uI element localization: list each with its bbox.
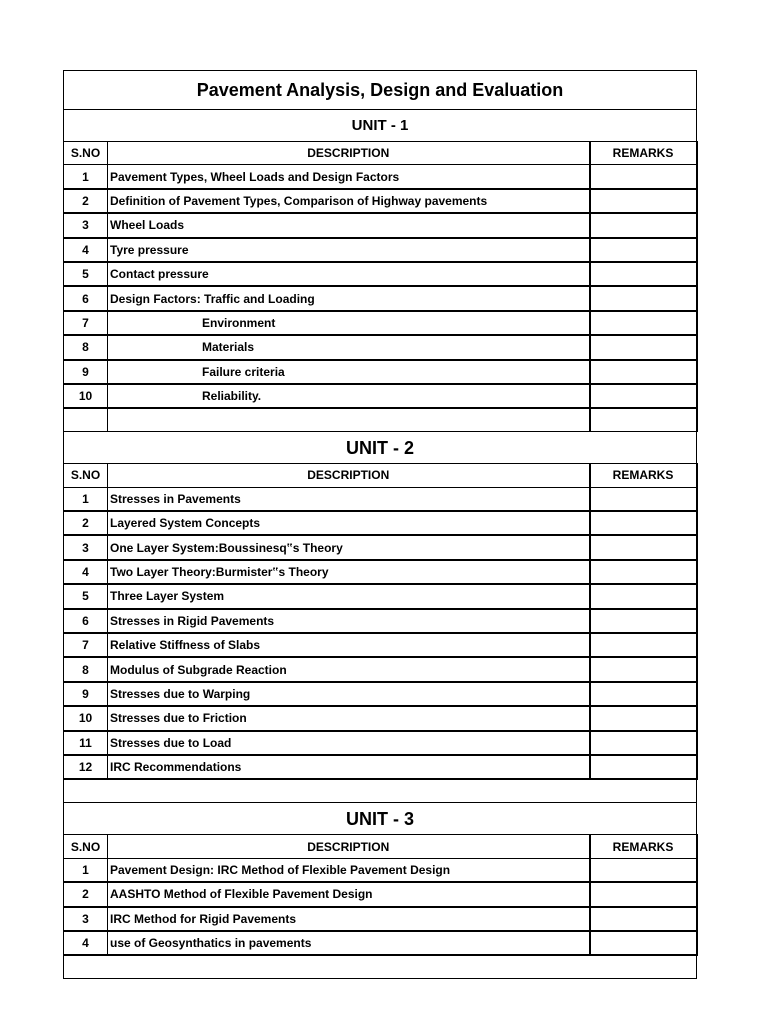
description-cell xyxy=(108,858,590,882)
sno-cell: 2 xyxy=(64,511,108,535)
remarks-cell[interactable] xyxy=(590,213,697,237)
column-header-row xyxy=(64,835,697,858)
description-header: DESCRIPTION xyxy=(108,142,590,165)
remarks-cell[interactable] xyxy=(590,262,697,286)
blank-row xyxy=(64,955,697,979)
description-header: DESCRIPTION xyxy=(108,835,590,858)
syllabus-table xyxy=(63,70,698,979)
unit-title: UNIT - 1 xyxy=(64,110,697,142)
table-row xyxy=(64,384,697,408)
blank-cell xyxy=(64,779,697,803)
description-header: DESCRIPTION xyxy=(108,464,590,487)
table-row xyxy=(64,706,697,730)
table-row xyxy=(64,238,697,262)
description-text: Environment xyxy=(202,315,276,330)
sno-cell: 10 xyxy=(64,706,108,730)
sno-cell: 1 xyxy=(64,165,108,189)
unit-title: UNIT - 2 xyxy=(64,432,697,464)
table-row xyxy=(64,189,697,213)
description-cell xyxy=(108,755,590,779)
remarks-cell[interactable] xyxy=(590,560,697,584)
sno-cell: 2 xyxy=(64,882,108,906)
description-cell xyxy=(108,238,590,262)
remarks-cell[interactable] xyxy=(590,609,697,633)
remarks-cell[interactable] xyxy=(590,882,697,906)
remarks-cell[interactable] xyxy=(590,755,697,779)
table-row xyxy=(64,907,697,931)
description-cell xyxy=(108,535,590,559)
unit-title-row xyxy=(64,803,697,835)
table-row xyxy=(64,560,697,584)
sno-cell: 12 xyxy=(64,755,108,779)
sno-cell: 5 xyxy=(64,584,108,608)
table-row xyxy=(64,882,697,906)
sno-cell: 11 xyxy=(64,731,108,755)
table-row xyxy=(64,286,697,310)
description-cell xyxy=(108,706,590,730)
sno-cell: 8 xyxy=(64,335,108,359)
table-row xyxy=(64,487,697,511)
remarks-cell[interactable] xyxy=(590,706,697,730)
sno-cell: 4 xyxy=(64,931,108,955)
sno-header: S.NO xyxy=(64,464,108,487)
sno-cell: 9 xyxy=(64,360,108,384)
sno-cell: 7 xyxy=(64,311,108,335)
description-cell xyxy=(108,657,590,681)
remarks-cell[interactable] xyxy=(590,584,697,608)
unit-title-row xyxy=(64,432,697,464)
remarks-cell[interactable] xyxy=(590,360,697,384)
table-row xyxy=(64,262,697,286)
description-cell xyxy=(108,584,590,608)
table-row xyxy=(64,657,697,681)
description-cell xyxy=(108,213,590,237)
description-cell xyxy=(108,560,590,584)
description-text: Pavement Design: IRC Method of Flexible Pavement Design xyxy=(110,862,451,877)
description-cell xyxy=(108,189,590,213)
blank-cell xyxy=(64,955,697,979)
description-cell xyxy=(108,731,590,755)
table-row xyxy=(64,360,697,384)
table-row xyxy=(64,609,697,633)
blank-remarks-cell xyxy=(590,408,697,432)
description-cell xyxy=(108,609,590,633)
description-text: One Layer System:Boussinesq‟s Theory xyxy=(110,540,343,555)
remarks-cell[interactable] xyxy=(590,311,697,335)
sno-cell: 3 xyxy=(64,907,108,931)
remarks-header: REMARKS xyxy=(590,464,697,487)
remarks-cell[interactable] xyxy=(590,931,697,955)
description-cell xyxy=(108,931,590,955)
description-cell xyxy=(108,262,590,286)
sno-cell: 10 xyxy=(64,384,108,408)
sno-cell: 6 xyxy=(64,609,108,633)
remarks-cell[interactable] xyxy=(590,286,697,310)
description-text: Stresses in Rigid Pavements xyxy=(110,613,275,628)
remarks-cell[interactable] xyxy=(590,384,697,408)
table-row xyxy=(64,931,697,955)
pavement-syllabus-sheet xyxy=(63,70,696,979)
description-text: Modulus of Subgrade Reaction xyxy=(110,662,287,677)
sno-cell: 7 xyxy=(64,633,108,657)
table-row xyxy=(64,165,697,189)
description-text: Stresses due to Friction xyxy=(110,711,247,726)
description-text: Relative Stiffness of Slabs xyxy=(110,638,261,653)
remarks-cell[interactable] xyxy=(590,858,697,882)
description-text: Design Factors: Traffic and Loading xyxy=(110,291,315,306)
unit-title: UNIT - 3 xyxy=(64,803,697,835)
sno-cell: 2 xyxy=(64,189,108,213)
remarks-cell[interactable] xyxy=(590,535,697,559)
description-text: Failure criteria xyxy=(202,364,285,379)
remarks-cell[interactable] xyxy=(590,682,697,706)
description-cell xyxy=(108,907,590,931)
description-text: AASHTO Method of Flexible Pavement Design xyxy=(110,887,373,902)
description-text: Layered System Concepts xyxy=(110,516,261,531)
description-text: IRC Recommendations xyxy=(110,760,242,775)
remarks-cell[interactable] xyxy=(590,487,697,511)
description-text: IRC Method for Rigid Pavements xyxy=(110,911,297,926)
sno-cell: 4 xyxy=(64,238,108,262)
sno-header: S.NO xyxy=(64,142,108,165)
blank-row xyxy=(64,408,697,432)
sno-cell: 1 xyxy=(64,487,108,511)
table-row xyxy=(64,311,697,335)
table-row xyxy=(64,858,697,882)
table-row xyxy=(64,755,697,779)
description-text: Stresses due to Load xyxy=(110,735,232,750)
description-text: Two Layer Theory:Burmister‟s Theory xyxy=(110,565,329,580)
table-row xyxy=(64,584,697,608)
description-text: use of Geosynthatics in pavements xyxy=(110,936,312,951)
sno-cell: 4 xyxy=(64,560,108,584)
description-text: Tyre pressure xyxy=(110,242,189,257)
remarks-cell[interactable] xyxy=(590,189,697,213)
description-text: Pavement Types, Wheel Loads and Design Factors xyxy=(110,169,400,184)
blank-sno-cell xyxy=(64,408,108,432)
description-text: Materials xyxy=(202,340,255,355)
column-header-row xyxy=(64,142,697,165)
sno-cell: 5 xyxy=(64,262,108,286)
remarks-header: REMARKS xyxy=(590,142,697,165)
description-cell xyxy=(108,682,590,706)
sno-cell: 9 xyxy=(64,682,108,706)
sno-header: S.NO xyxy=(64,835,108,858)
description-text: Definition of Pavement Types, Comparison of Highway pavements xyxy=(110,193,488,208)
table-row xyxy=(64,335,697,359)
table-row xyxy=(64,633,697,657)
description-cell xyxy=(108,286,590,310)
document-title-row xyxy=(64,71,697,110)
remarks-cell[interactable] xyxy=(590,657,697,681)
remarks-cell[interactable] xyxy=(590,511,697,535)
document-title: Pavement Analysis, Design and Evaluation xyxy=(64,71,697,110)
sno-cell: 3 xyxy=(64,213,108,237)
remarks-cell[interactable] xyxy=(590,633,697,657)
table-row xyxy=(64,213,697,237)
table-row xyxy=(64,731,697,755)
remarks-header: REMARKS xyxy=(590,835,697,858)
sno-cell: 6 xyxy=(64,286,108,310)
description-cell xyxy=(108,882,590,906)
blank-row xyxy=(64,779,697,803)
unit-title-row xyxy=(64,110,697,142)
table-row xyxy=(64,511,697,535)
blank-description-cell xyxy=(108,408,590,432)
description-text: Three Layer System xyxy=(110,589,225,604)
remarks-cell[interactable] xyxy=(590,731,697,755)
remarks-cell[interactable] xyxy=(590,335,697,359)
sno-cell: 3 xyxy=(64,535,108,559)
description-cell xyxy=(108,633,590,657)
column-header-row xyxy=(64,464,697,487)
description-cell xyxy=(108,384,590,408)
remarks-cell[interactable] xyxy=(590,907,697,931)
table-row xyxy=(64,682,697,706)
description-text: Stresses due to Warping xyxy=(110,687,251,701)
description-text: Stresses in Pavements xyxy=(110,491,241,506)
sno-cell: 1 xyxy=(64,858,108,882)
description-cell xyxy=(108,360,590,384)
remarks-cell[interactable] xyxy=(590,165,697,189)
table-row xyxy=(64,535,697,559)
description-cell xyxy=(108,335,590,359)
description-cell xyxy=(108,511,590,535)
description-cell xyxy=(108,487,590,511)
description-cell xyxy=(108,165,590,189)
sno-cell: 8 xyxy=(64,657,108,681)
remarks-cell[interactable] xyxy=(590,238,697,262)
description-text: Wheel Loads xyxy=(110,218,185,233)
description-text: Contact pressure xyxy=(110,267,209,282)
description-cell xyxy=(108,311,590,335)
description-text: Reliability. xyxy=(202,389,262,404)
